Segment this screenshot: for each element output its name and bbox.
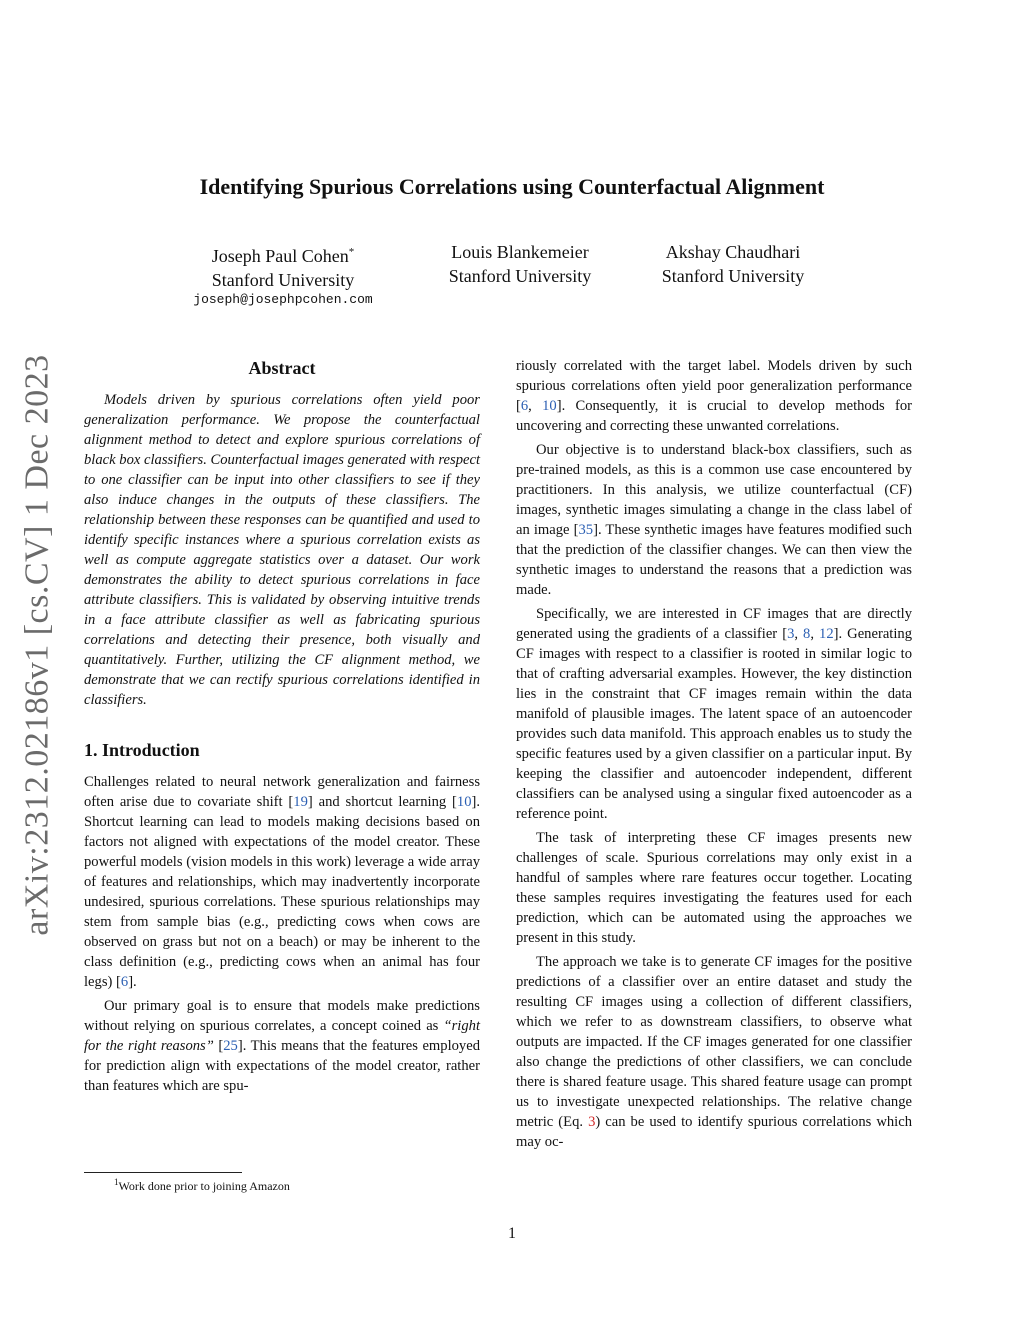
- arxiv-identifier-text: arXiv:2312.02186v1 [cs.CV] 1 Dec 2023: [19, 354, 57, 936]
- intro-paragraph-1: Challenges related to neural network generalization and fairness often arise due to covariate shift [19] and shortcut learning [10]. Shortcut learning can lead to models making decisions based on factors not aligned with expectations of the model creator. These powerful models (vision models in this work) leverage a wide array of features and relationships, which may inadvertently incorporate undesired, spurious correlations. These spurious relationships may stem from sample bias (e.g., predicting cows when cows are observed on grass but not on a beach) or may be inherent to the class definition (e.g., predicting cows when an animal has four legs) [6].: [84, 774, 480, 990]
- citation-link[interactable]: 25: [223, 1038, 238, 1054]
- footnote-divider: [84, 1172, 242, 1173]
- intro-paragraph-3: riously correlated with the target label. Models driven by such spurious correlations often yield poor generalization performance [6, 10]. Consequently, it is crucial to develop methods for uncovering and correcting these unwanted correlations.: [516, 358, 913, 434]
- citation-link[interactable]: 8: [803, 626, 811, 642]
- citation-link[interactable]: 6: [120, 974, 129, 990]
- author-footnote-mark: *: [348, 246, 355, 258]
- intro-paragraph-5: Specifically, we are interested in CF images that are directly generated using the gradients of a classifier [3, 8, 12]. Generating CF images with respect to a classifier is rooted in similar logic to that of crafting adversarial examples. However, the key distinction lies in the constraint that CF images remain within the data manifold of plausible images. The latent space of an autoencoder provides such data manifold. This approach enables us to study the specific features used by a given classifier on a particular input. By keeping the classifier and autoencoder independent, different classifiers can be analysed using a singular fixed autoencoder as a reference point.: [516, 606, 912, 822]
- author-block-3: [633, 240, 833, 288]
- citation-link[interactable]: 12: [819, 626, 834, 642]
- author-email: joseph@josephpcohen.com: [193, 292, 373, 307]
- citation-link[interactable]: 10: [542, 398, 557, 414]
- abstract-heading: Abstract: [248, 358, 316, 378]
- citation-link[interactable]: 10: [456, 794, 472, 810]
- author-block-2: [420, 240, 620, 288]
- equation-reference-link[interactable]: 3: [588, 1114, 596, 1130]
- author-name-1: Joseph Paul Cohen*: [211, 246, 355, 266]
- intro-paragraph-4: Our objective is to understand black-box classifiers, such as pre-trained models, as this is a common use case encountered by practitioners. In this analysis, we utilize counterfactual (CF) images, synthetic images simulating a change in the class label of an image [35]. These synthetic images have features modified such that the prediction of the classifier changes. We can then view the synthetic images to understand the reasons that a prediction was made.: [516, 442, 913, 598]
- citation-link[interactable]: 19: [293, 794, 308, 810]
- intro-paragraph-7: The approach we take is to generate CF images for the positive predictions of a classifier over an entire dataset and study the resulting CF images using a collection of different classifiers, which we refer to as downstream classifiers, to observe what outputs are impacted. If the CF images generated for one classifier also change the predictions of other classifiers, we can conclude there is shared feature usage. This shared feature usage can prompt us to investigate unexpected relationships. The relative change metric (Eq. 3) can be used to identify spurious correlations which may oc-: [516, 954, 912, 1150]
- author-name-2: Louis Blankemeier: [451, 242, 589, 262]
- author-block-1: [183, 240, 383, 292]
- author-name-3: Akshay Chaudhari: [665, 242, 801, 262]
- quoted-phrase: “right for the right reasons”: [84, 1018, 480, 1054]
- author-affiliation-3: Stanford University: [661, 266, 805, 286]
- author-affiliation-1: Stanford University: [211, 270, 355, 290]
- page-number: 1: [508, 1225, 516, 1242]
- arxiv-identifier-stamp: [14, 354, 62, 936]
- abstract-text: Models driven by spurious correlations often yield poor generalization performance. We propose the counterfactual alignment method to detect and explore spurious correlations of black box classifiers. Counterfactual images generated with respect to one classifier can be input into other classifiers to see if they also induce changes in the outputs of these classifiers. The relationship between these responses can be quantified and used to identify specific instances where a spurious correlation exists as well as compute aggregate statistics over a dataset. Our work demonstrates the ability to detect spurious correlations in face attribute classifiers. This is validated by observing intuitive trends in a face attribute classifier as well as fabricating spurious correlations and detecting their presence, both visually and quantitatively. Further, utilizing the CF alignment method, we demonstrate that we can rectify spurious correlations identified in classifiers.: [84, 392, 480, 708]
- author-affiliation-2: Stanford University: [448, 266, 592, 286]
- footnote-text: Work done prior to joining Amazon: [118, 1179, 290, 1193]
- footnote-mark: 1: [114, 1177, 119, 1187]
- citation-link[interactable]: 35: [578, 522, 594, 538]
- paper-title: Identifying Spurious Correlations using Counterfactual Alignment: [199, 174, 825, 199]
- intro-paragraph-6: The task of interpreting these CF images presents new challenges of scale. Spurious correlations may only exist in a handful of samples where rare features occur together. Locating these samples requires investigating the features used for each prediction, which can be automated using the approaches we present in this study.: [516, 830, 912, 946]
- left-column: [84, 356, 480, 1100]
- citation-link[interactable]: 6: [520, 398, 529, 414]
- citation-link[interactable]: 3: [787, 626, 795, 642]
- introduction-heading: 1. Introduction: [84, 740, 200, 760]
- intro-paragraph-2: Our primary goal is to ensure that models make predictions without relying on spurious correlates, a concept coined as “right for the right reasons” [25]. This means that the features employed for prediction align with expectations of the model creator, rather than features which are spu-: [84, 998, 480, 1094]
- right-column: [516, 356, 912, 1156]
- footnote: [84, 1177, 484, 1194]
